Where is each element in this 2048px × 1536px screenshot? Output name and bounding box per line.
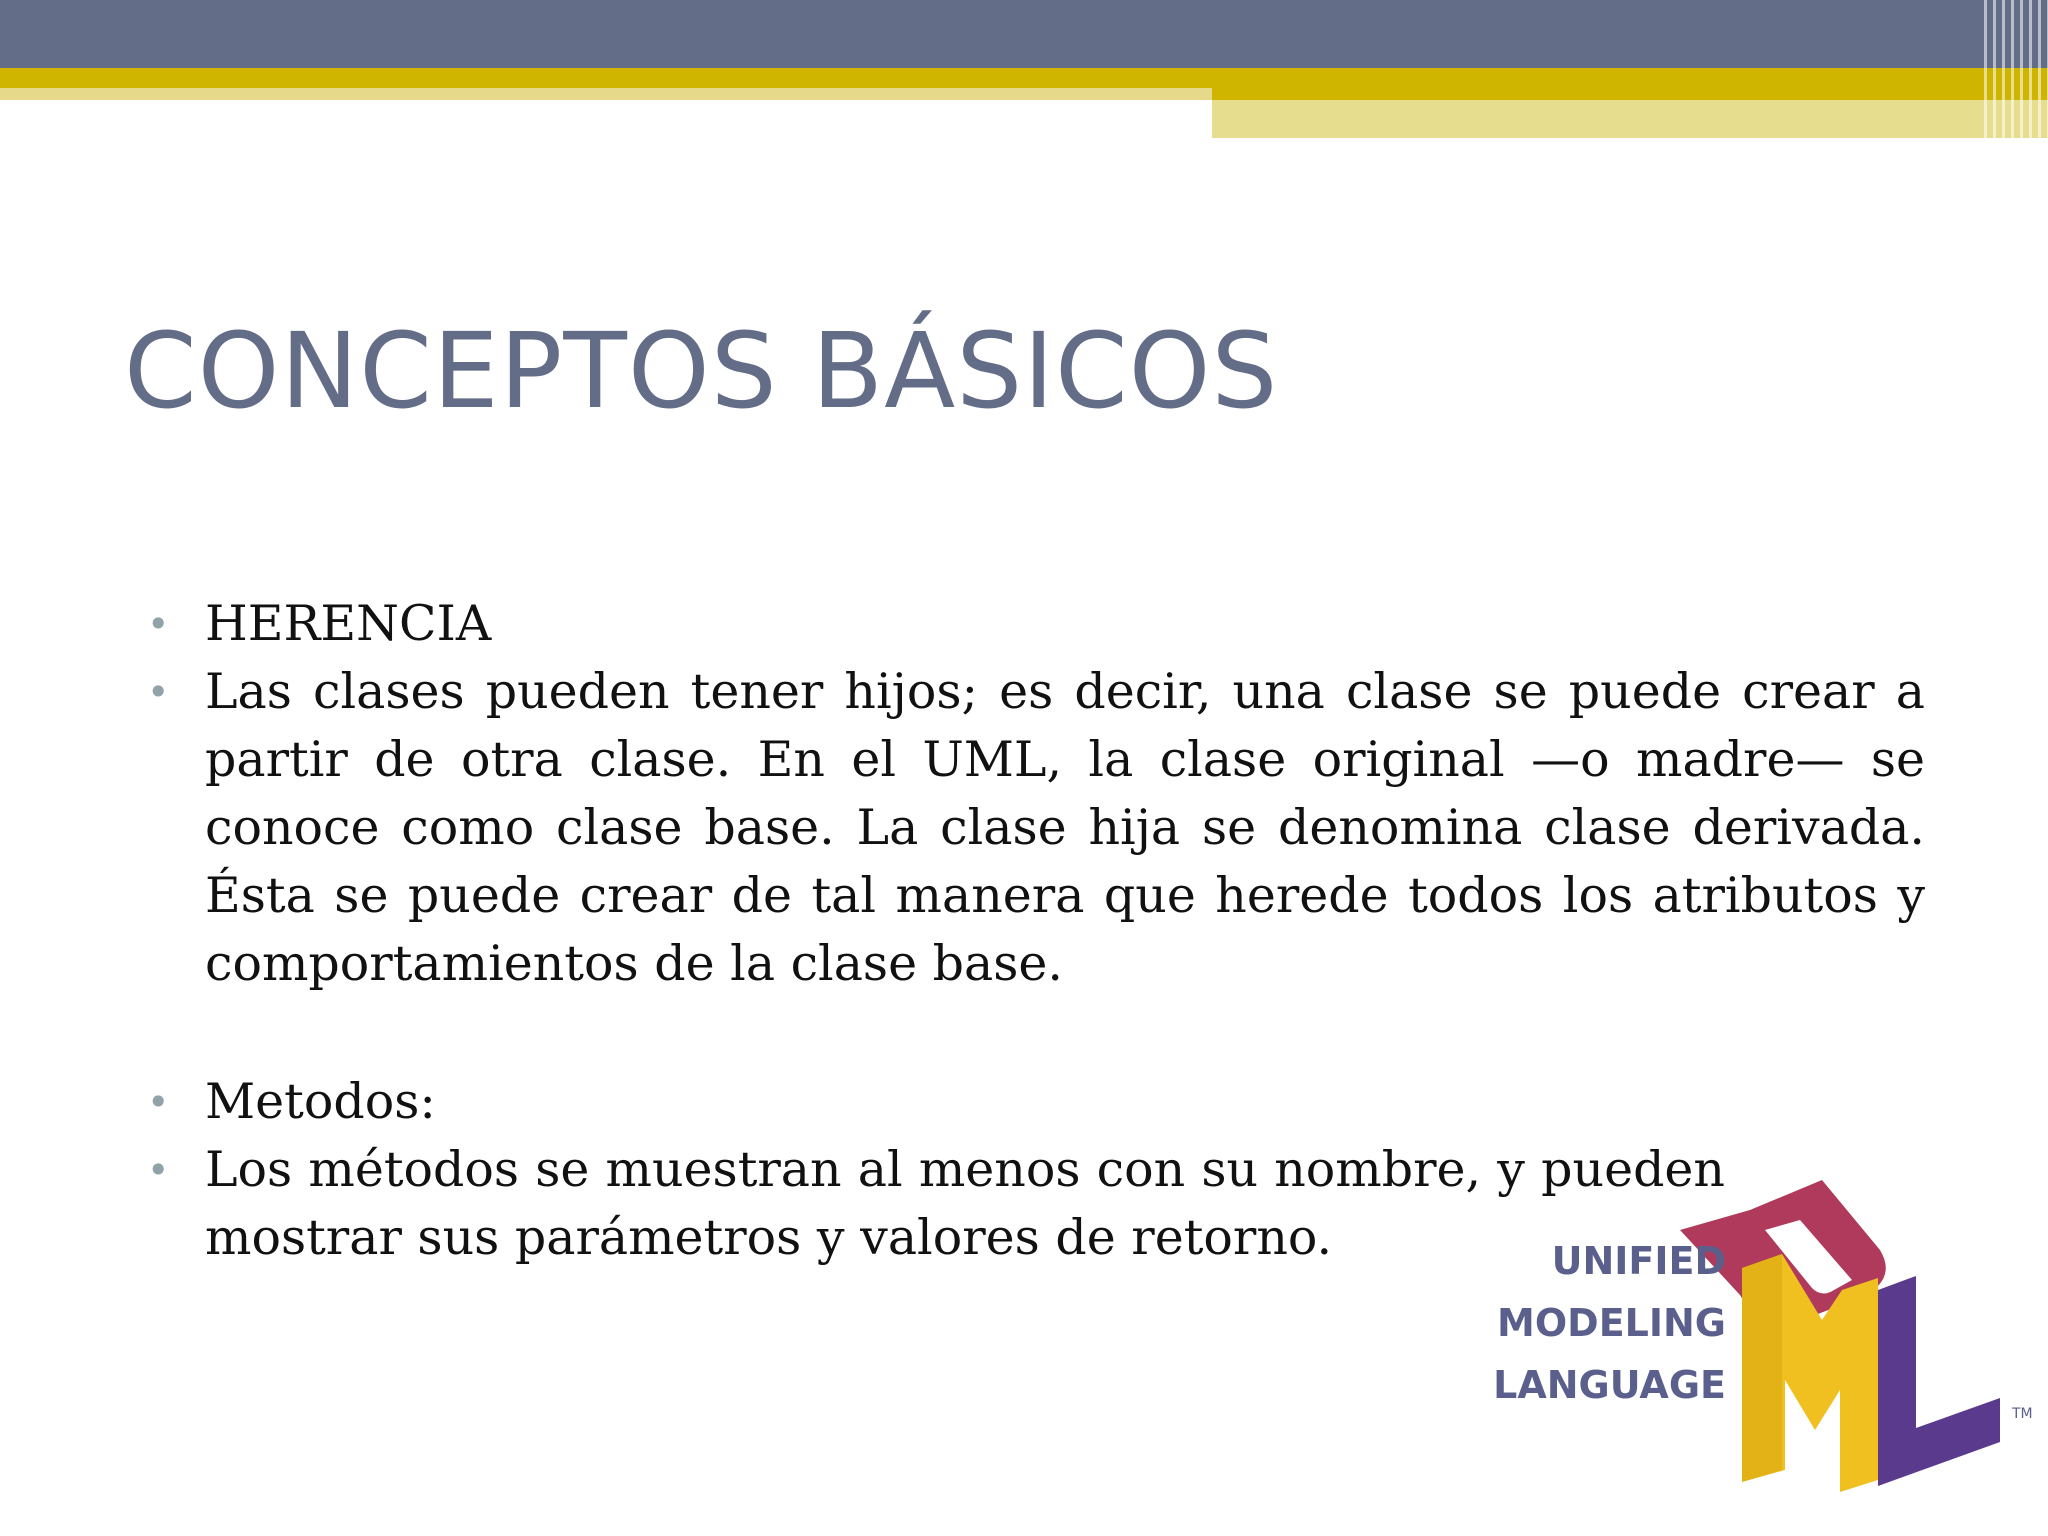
bullet-text: Los métodos se muestran al menos con su nombre, y pueden mostrar sus parámetros y valores de retorno. [205, 1141, 1725, 1266]
slide-title: CONCEPTOS BÁSICOS [124, 310, 1279, 432]
bullet-dot-icon: • [147, 602, 170, 646]
bullet-dot-icon: • [147, 670, 170, 714]
bullet-item [147, 590, 1925, 658]
bullet-text: Las clases pueden tener hijos; es decir, una clase se puede crear a partir de otra clase. En el UML, la clase original —o madre— se conoce como clase base. La clase hija se denomina clase derivada. Ésta se puede crear de tal manera que herede todos los atributos y comportamientos de la clase base. [205, 663, 1925, 992]
logo-trademark: TM [2012, 1406, 2033, 1422]
uml-logo-l-shape [1878, 1276, 2000, 1486]
bullet-text: HERENCIA [205, 595, 492, 652]
uml-logo [1493, 1170, 2040, 1500]
bullet-text: Metodos: [205, 1073, 436, 1130]
header-band-purple [0, 0, 2048, 68]
bullet-item [147, 1136, 1725, 1272]
header-stripes [1984, 0, 2048, 138]
logo-word-language: LANGUAGE [1493, 1363, 1726, 1407]
bullet-item [147, 1068, 1925, 1136]
logo-word-modeling: MODELING [1497, 1301, 1726, 1345]
bullet-dot-icon: • [147, 1148, 170, 1192]
logo-word-unified: UNIFIED [1551, 1239, 1726, 1283]
header-band-pale [1212, 100, 2048, 138]
header-band-gold-light [0, 88, 1212, 100]
bullet-dot-icon: • [147, 1080, 170, 1124]
uml-logo-m-shade [1742, 1254, 1782, 1482]
bullet-item [147, 658, 1925, 998]
